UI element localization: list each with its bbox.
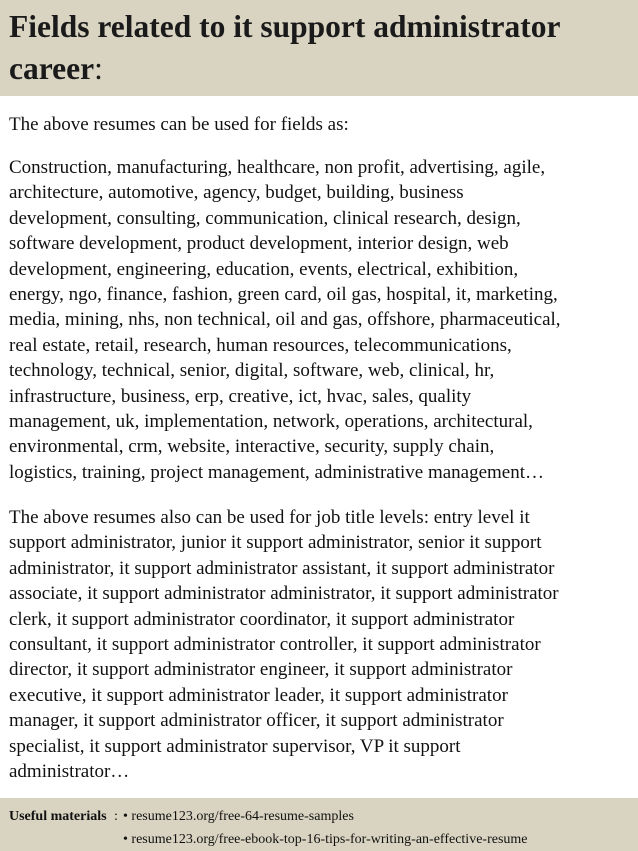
resume-samples-link[interactable]: • resume123.org/free-64-resume-samples [123, 809, 354, 824]
page-title [9, 6, 629, 90]
page-title-colon: : [94, 51, 103, 86]
ebook-tips-link[interactable]: • resume123.org/free-ebook-top-16-tips-for-writing-an-effective-resume [123, 832, 528, 847]
useful-materials-colon: : [114, 809, 118, 824]
intro-text: The above resumes can be used for fields as: [9, 114, 349, 135]
useful-materials-label: Useful materials [9, 809, 107, 824]
job-levels-list: The above resumes also can be used for job title levels: entry level it support administrator, junior it support administrator, senior it support administrator, it support administrator assistant, it support administrator associate, it support administrator administrator, it support administrator clerk, it support administrator coordinator, it support administrator consultant, it support administrator controller, it support administrator director, it support administrator engineer, it support administrator executive, it support administrator leader, it support administrator manager, it support administrator officer, it support administrator specialist, it support administrator supervisor, VP it support administrator… [9, 507, 559, 783]
page-title-text: Fields related to it support administrator career [9, 9, 560, 86]
fields-list: Construction, manufacturing, healthcare, non profit, advertising, agile, architecture, automotive, agency, budget, building, business development, consulting, communication, clinical research, design, software development, product development, interior design, web development, engineering, education, events, electrical, exhibition, energy, ngo, finance, fashion, green card, oil gas, hospital, it, marketing, media, mining, nhs, non technical, oil and gas, offshore, pharmaceutical, real estate, retail, research, human resources, telecommunications, technology, technical, senior, digital, software, web, clinical, hr, infrastructure, business, erp, creative, ict, hvac, sales, quality management, uk, implementation, network, operations, architectural, environmental, crm, website, interactive, security, supply chain, logistics, training, project management, administrative management… [9, 157, 561, 483]
